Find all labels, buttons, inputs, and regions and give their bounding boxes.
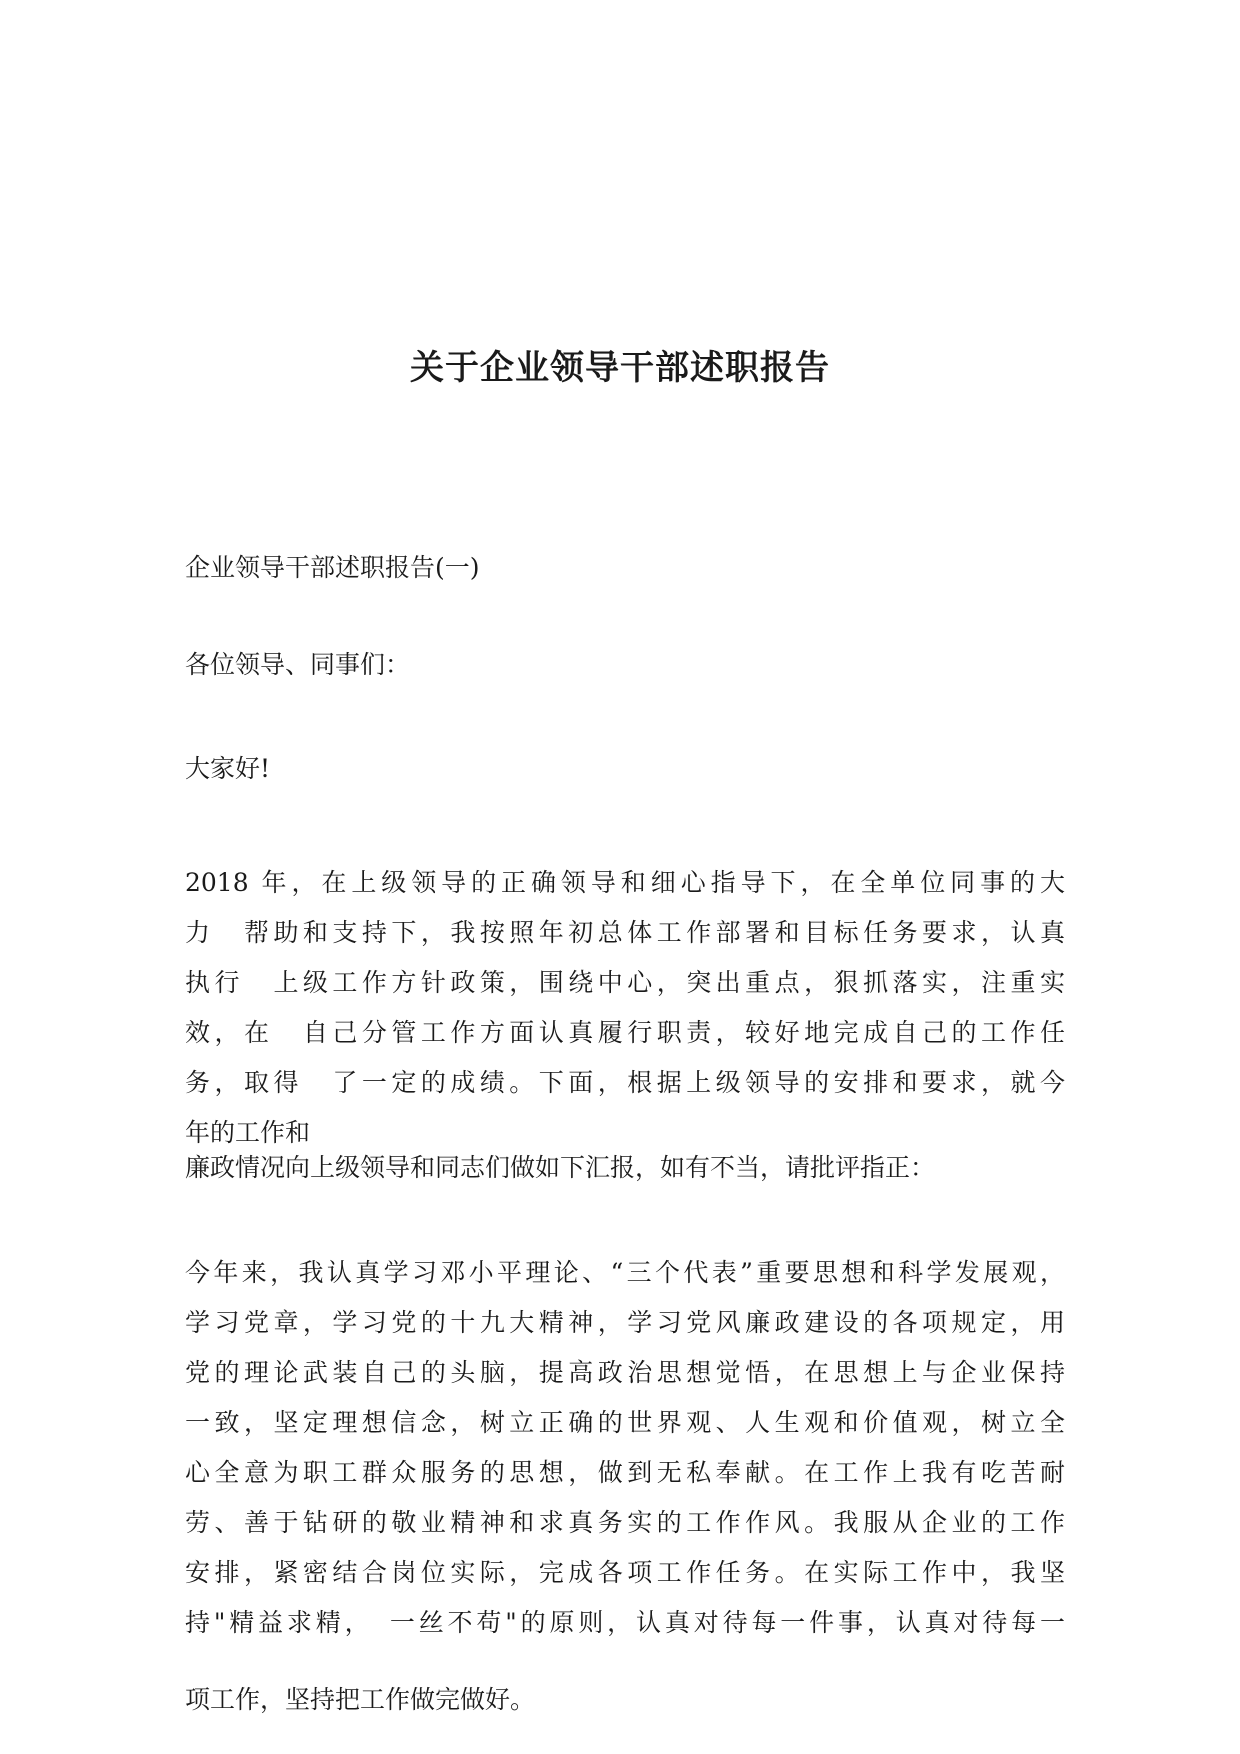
paragraph-3-line: 持"精益求精， 一丝不苟"的原则，认真对待每一件事，认真对待每一 [185,1608,1065,1637]
paragraph-3-line: 党的理论武装自己的头脑，提高政治思想觉悟，在思想上与企业保持 [185,1358,1065,1387]
paragraph-3-line: 安排，紧密结合岗位实际，完成各项工作任务。在实际工作中，我坚 [185,1558,1065,1587]
document-subtitle: 企业领导干部述职报告(一) [185,553,480,582]
salutation: 各位领导、同事们： [185,650,411,679]
paragraph-3-line: 今年来，我认真学习邓小平理论、“三个代表”重要思想和科学发展观， [185,1258,1065,1287]
paragraph-3-line: 劳、善于钻研的敬业精神和求真务实的工作作风。我服从企业的工作 [185,1508,1065,1537]
paragraph-1-line: 执行 上级工作方针政策，围绕中心，突出重点，狠抓落实，注重实 [185,968,1065,997]
paragraph-3-line: 心全意为职工群众服务的思想，做到无私奉献。在工作上我有吃苦耐 [185,1458,1065,1487]
paragraph-1-line: 力 帮助和支持下，我按照年初总体工作部署和目标任务要求，认真 [185,918,1065,947]
paragraph-1-line: 效，在 自己分管工作方面认真履行职责，较好地完成自己的工作任 [185,1018,1065,1047]
paragraph-3-line: 一致，坚定理想信念，树立正确的世界观、人生观和价值观，树立全 [185,1408,1065,1437]
paragraph-1 [185,858,1065,1158]
paragraph-3-line: 学习党章，学习党的十九大精神，学习党风廉政建设的各项规定，用 [185,1308,1065,1337]
paragraph-1-line: 2018 年，在上级领导的正确领导和细心指导下，在全单位同事的大 [185,868,1065,897]
paragraph-2: 廉政情况向上级领导和同志们做如下汇报，如有不当，请批评指正： [185,1153,936,1182]
paragraph-1-line: 年的工作和 [185,1118,311,1147]
greeting: 大家好! [185,754,271,783]
paragraph-1-line: 务，取得 了一定的成绩。下面，根据上级领导的安排和要求，就今 [185,1068,1065,1097]
paragraph-4: 项工作，坚持把工作做完做好。 [185,1685,536,1714]
document-title: 关于企业领导干部述职报告 [410,348,830,388]
paragraph-3 [185,1248,1065,1648]
